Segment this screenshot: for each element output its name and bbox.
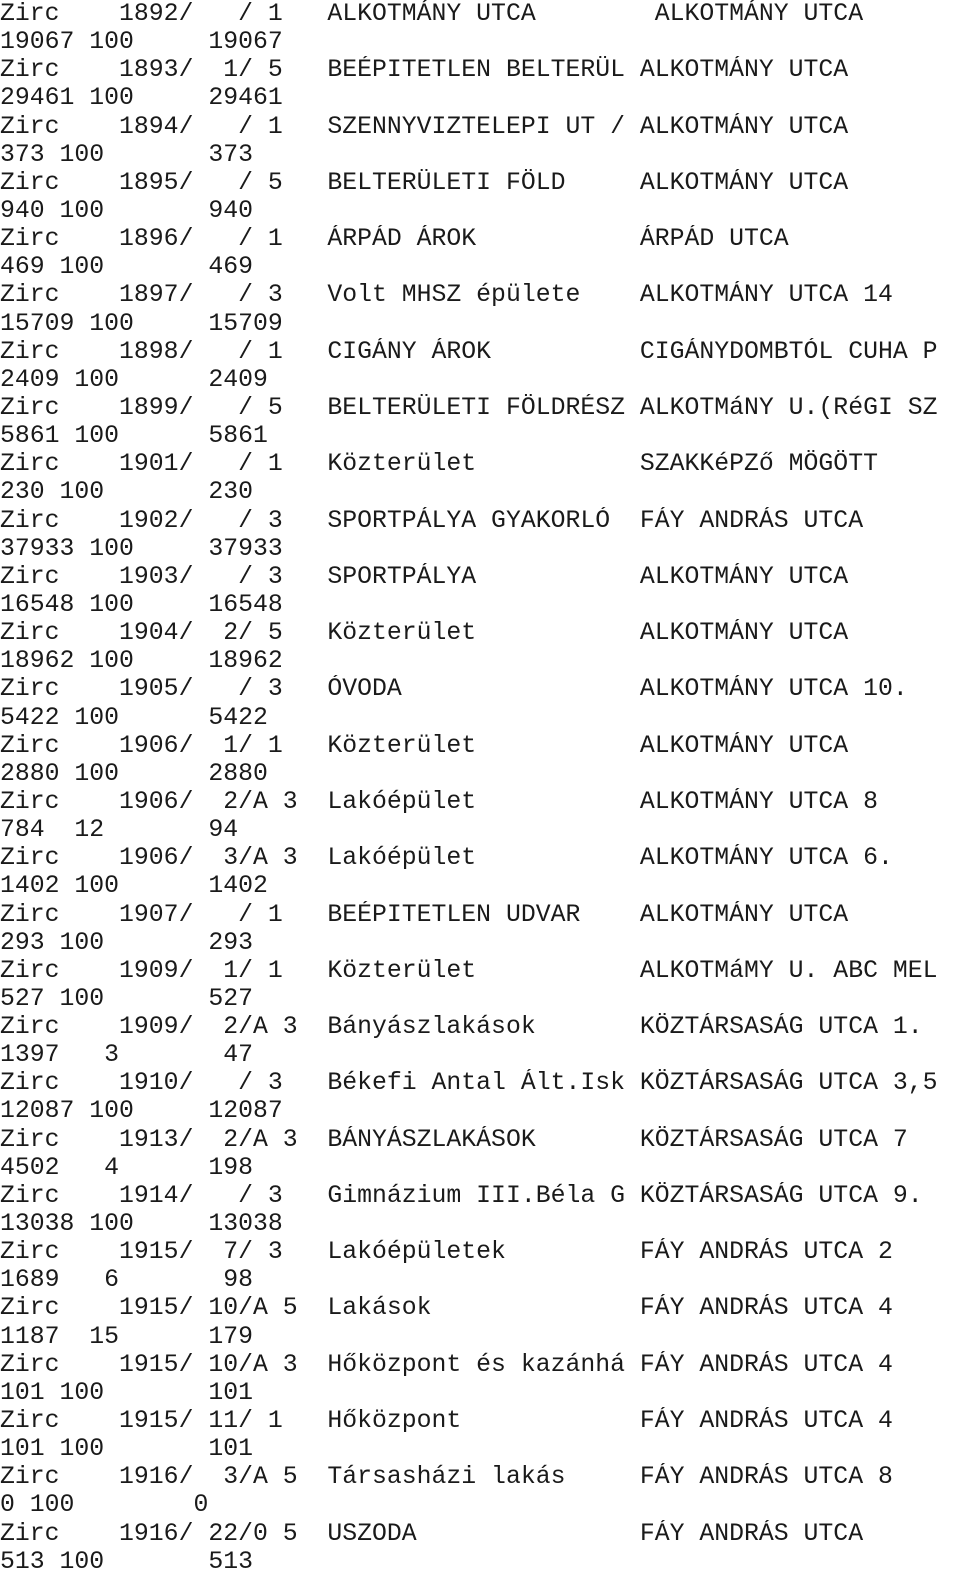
record-row bbox=[0, 788, 960, 844]
record-row bbox=[0, 563, 960, 619]
record-parcel-line: Zirc 1909/ 2/A 3 Bányászlakások KÖZTÁRSASÁG UTCA 1. bbox=[0, 1013, 923, 1042]
record-parcel-line: Zirc 1915/ 10/A 3 Hőközpont és kazánhá FÁY ANDRÁS UTCA 4 bbox=[0, 1350, 893, 1379]
record-parcel-line: Zirc 1896/ / 1 ÁRPÁD ÁROK ÁRPÁD UTCA bbox=[0, 225, 789, 254]
record-row bbox=[0, 1126, 960, 1182]
record-area-line: 0 100 0 bbox=[0, 1491, 209, 1520]
record-row bbox=[0, 56, 960, 112]
record-area-line: 373 100 373 bbox=[0, 140, 253, 169]
record-row bbox=[0, 281, 960, 337]
record-parcel-line: Zirc 1907/ / 1 BEÉPITETLEN UDVAR ALKOTMÁNY UTCA bbox=[0, 900, 849, 929]
record-parcel-line: Zirc 1892/ / 1 ALKOTMÁNY UTCA ALKOTMÁNY UTCA bbox=[0, 0, 864, 28]
record-parcel-line: Zirc 1898/ / 1 CIGÁNY ÁROK CIGÁNYDOMBTÓL CUHA P bbox=[0, 337, 938, 366]
record-row bbox=[0, 1407, 960, 1463]
record-area-line: 37933 100 37933 bbox=[0, 534, 283, 563]
record-parcel-line: Zirc 1905/ / 3 ÓVODA ALKOTMÁNY UTCA 10. bbox=[0, 675, 908, 704]
record-row bbox=[0, 1463, 960, 1519]
record-parcel-line: Zirc 1899/ / 5 BELTERÜLETI FÖLDRÉSZ ALKOTMáNY U.(RéGI SZ bbox=[0, 393, 938, 422]
record-area-line: 1397 3 47 bbox=[0, 1041, 253, 1070]
record-row bbox=[0, 732, 960, 788]
record-area-line: 101 100 101 bbox=[0, 1378, 253, 1407]
record-parcel-line: Zirc 1910/ / 3 Békefi Antal Ált.Isk KÖZTÁRSASÁG UTCA 3,5 bbox=[0, 1069, 938, 1098]
record-area-line: 469 100 469 bbox=[0, 253, 253, 282]
record-row bbox=[0, 844, 960, 900]
record-parcel-line: Zirc 1903/ / 3 SPORTPÁLYA ALKOTMÁNY UTCA bbox=[0, 562, 849, 591]
record-area-line: 16548 100 16548 bbox=[0, 590, 283, 619]
record-row bbox=[0, 957, 960, 1013]
record-area-line: 5422 100 5422 bbox=[0, 703, 268, 732]
record-row bbox=[0, 901, 960, 957]
record-row bbox=[0, 394, 960, 450]
record-area-line: 2880 100 2880 bbox=[0, 759, 268, 788]
record-area-line: 19067 100 19067 bbox=[0, 28, 283, 57]
record-row bbox=[0, 1294, 960, 1350]
record-row bbox=[0, 619, 960, 675]
record-parcel-line: Zirc 1916/ 3/A 5 Társasházi lakás FÁY ANDRÁS UTCA 8 bbox=[0, 1463, 893, 1492]
record-row bbox=[0, 507, 960, 563]
record-parcel-line: Zirc 1902/ / 3 SPORTPÁLYA GYAKORLÓ FÁY ANDRÁS UTCA bbox=[0, 506, 864, 535]
record-parcel-line: Zirc 1897/ / 3 Volt MHSZ épülete ALKOTMÁNY UTCA 14 bbox=[0, 281, 893, 310]
record-area-line: 1689 6 98 bbox=[0, 1266, 253, 1295]
record-area-line: 15709 100 15709 bbox=[0, 309, 283, 338]
record-row bbox=[0, 225, 960, 281]
record-area-line: 5861 100 5861 bbox=[0, 422, 268, 451]
record-row bbox=[0, 1238, 960, 1294]
record-row bbox=[0, 1351, 960, 1407]
record-parcel-line: Zirc 1906/ 2/A 3 Lakóépület ALKOTMÁNY UTCA 8 bbox=[0, 787, 878, 816]
record-parcel-line: Zirc 1904/ 2/ 5 Közterület ALKOTMÁNY UTCA bbox=[0, 619, 849, 648]
record-row bbox=[0, 169, 960, 225]
record-parcel-line: Zirc 1913/ 2/A 3 BÁNYÁSZLAKÁSOK KÖZTÁRSASÁG UTCA 7 bbox=[0, 1125, 908, 1154]
record-area-line: 513 100 513 bbox=[0, 1547, 253, 1576]
record-area-line: 1187 15 179 bbox=[0, 1322, 253, 1351]
record-area-line: 293 100 293 bbox=[0, 928, 253, 957]
record-row bbox=[0, 338, 960, 394]
record-parcel-line: Zirc 1916/ 22/0 5 USZODA FÁY ANDRÁS UTCA bbox=[0, 1519, 864, 1548]
record-area-line: 527 100 527 bbox=[0, 984, 253, 1013]
record-area-line: 13038 100 13038 bbox=[0, 1210, 283, 1239]
record-parcel-line: Zirc 1915/ 10/A 5 Lakások FÁY ANDRÁS UTCA 4 bbox=[0, 1294, 893, 1323]
record-parcel-line: Zirc 1895/ / 5 BELTERÜLETI FÖLD ALKOTMÁNY UTCA bbox=[0, 168, 849, 197]
record-parcel-line: Zirc 1901/ / 1 Közterület SZAKKéPZő MÖGÖTT bbox=[0, 450, 878, 479]
record-row bbox=[0, 1069, 960, 1125]
record-parcel-line: Zirc 1915/ 7/ 3 Lakóépületek FÁY ANDRÁS UTCA 2 bbox=[0, 1238, 893, 1267]
record-area-line: 2409 100 2409 bbox=[0, 365, 268, 394]
record-area-line: 1402 100 1402 bbox=[0, 872, 268, 901]
record-parcel-line: Zirc 1914/ / 3 Gimnázium III.Béla G KÖZTÁRSASÁG UTCA 9. bbox=[0, 1181, 923, 1210]
record-row bbox=[0, 1182, 960, 1238]
record-parcel-line: Zirc 1915/ 11/ 1 Hőközpont FÁY ANDRÁS UTCA 4 bbox=[0, 1407, 893, 1436]
record-row bbox=[0, 113, 960, 169]
record-row bbox=[0, 0, 960, 56]
record-row bbox=[0, 675, 960, 731]
record-parcel-line: Zirc 1894/ / 1 SZENNYVIZTELEPI UT / ALKOTMÁNY UTCA bbox=[0, 112, 849, 141]
record-row bbox=[0, 1520, 960, 1576]
record-area-line: 940 100 940 bbox=[0, 196, 253, 225]
record-area-line: 230 100 230 bbox=[0, 478, 253, 507]
record-parcel-line: Zirc 1906/ 1/ 1 Közterület ALKOTMÁNY UTCA bbox=[0, 731, 849, 760]
record-area-line: 784 12 94 bbox=[0, 816, 239, 845]
record-area-line: 4502 4 198 bbox=[0, 1153, 253, 1182]
record-parcel-line: Zirc 1906/ 3/A 3 Lakóépület ALKOTMÁNY UTCA 6. bbox=[0, 844, 893, 873]
record-parcel-line: Zirc 1909/ 1/ 1 Közterület ALKOTMáMY U. ABC MEL bbox=[0, 956, 938, 985]
record-row bbox=[0, 450, 960, 506]
record-area-line: 12087 100 12087 bbox=[0, 1097, 283, 1126]
record-area-line: 18962 100 18962 bbox=[0, 647, 283, 676]
record-row bbox=[0, 1013, 960, 1069]
record-area-line: 101 100 101 bbox=[0, 1435, 253, 1464]
record-parcel-line: Zirc 1893/ 1/ 5 BEÉPITETLEN BELTERÜL ALKOTMÁNY UTCA bbox=[0, 56, 849, 85]
record-area-line: 29461 100 29461 bbox=[0, 84, 283, 113]
